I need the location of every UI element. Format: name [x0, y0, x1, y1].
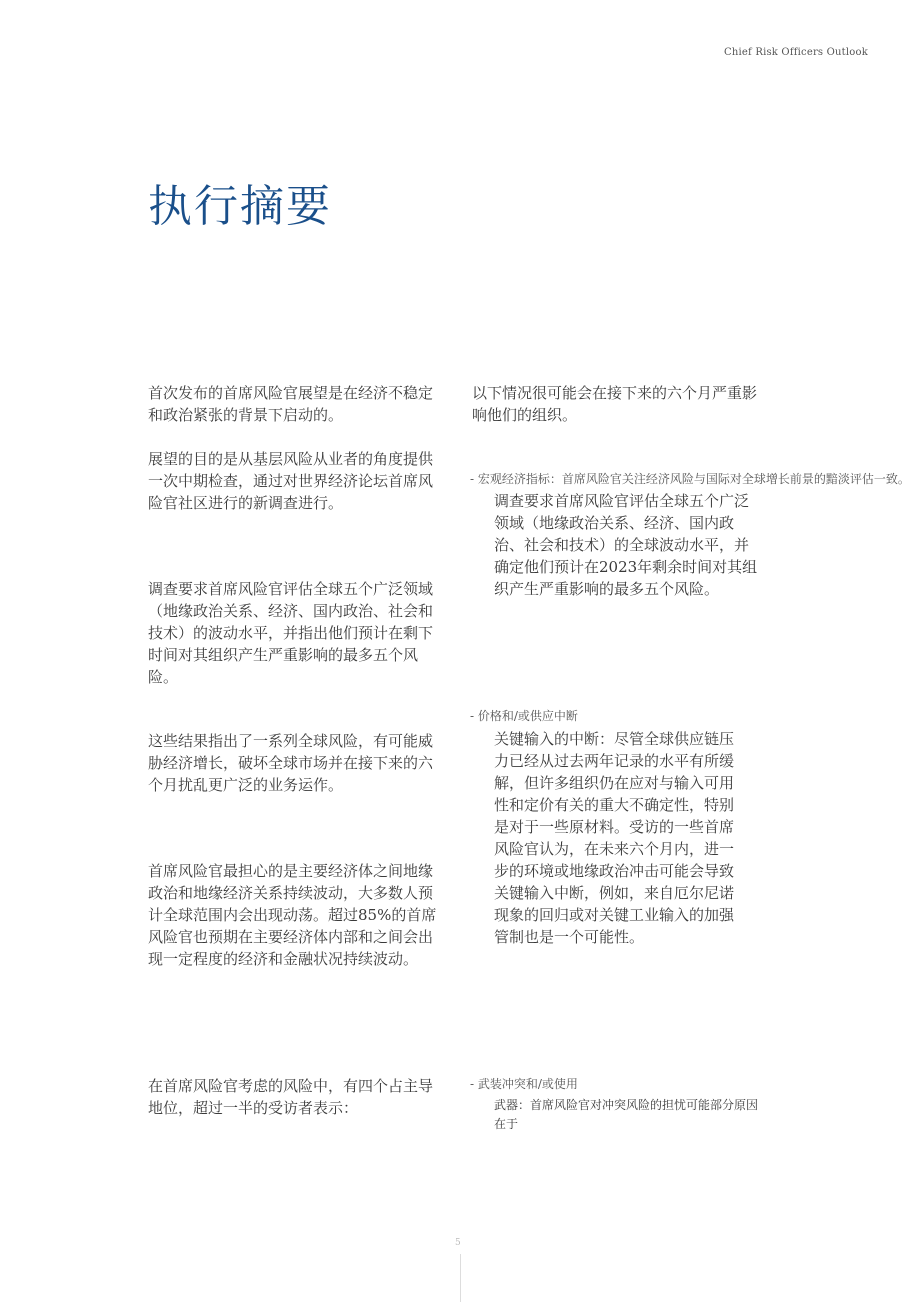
bullet-body-macroeconomic: 调查要求首席风险官评估全球五个广泛领域（地缘政治关系、经济、国内政治、社会和技术）的全球波动水平，并确定他们预计在2023年剩余时间对其组织产生严重影响的最多五个风险。: [494, 492, 758, 598]
running-header: Chief Risk Officers Outlook: [724, 47, 868, 58]
footer-divider: [460, 1254, 461, 1302]
paragraph-right-intro: 以下情况很可能会在接下来的六个月严重影响他们的组织。: [472, 384, 758, 424]
bullet-body-armed-conflict: 武器：首席风险官对冲突风险的担忧可能部分原因在于: [494, 1098, 759, 1131]
paragraph-dominant-risks: 在首席风险官考虑的风险中，有四个占主导地位，超过一半的受访者表示：: [148, 1077, 434, 1117]
paragraph-survey: 调查要求首席风险官评估全球五个广泛领域（地缘政治关系、经济、国内政治、社会和技术）的波动水平，并指出他们预计在剩下时间对其组织产生严重影响的最多五个风险。: [148, 580, 434, 686]
page-number: 5: [455, 1238, 461, 1248]
bullet-head-price-supply: - 价格和/或供应中断: [470, 709, 578, 723]
bullet-body-price-supply: 关键输入的中断：尽管全球供应链压力已经从过去两年记录的水平有所缓解，但许多组织仍在应对与输入可用性和定价有关的重大不确定性，特别是对于一些原材料。受访的一些首席风险官认为，在未来六个月内，进一步的环境或地缘政治冲击可能会导致关键输入中断，例如，来自厄尔尼诺现象的回归或对关键工业输入的加强管制也是一个可能性。: [494, 730, 735, 946]
paragraph-intro: 首次发布的首席风险官展望是在经济不稳定和政治紧张的背景下启动的。: [148, 384, 434, 424]
page-title: 执行摘要: [148, 181, 332, 232]
bullet-head-armed-conflict: - 武装冲突和/或使用: [470, 1077, 578, 1091]
paragraph-purpose: 展望的目的是从基层风险从业者的角度提供一次中期检查，通过对世界经济论坛首席风险官社区进行的新调查进行。: [148, 450, 434, 512]
bullet-head-macroeconomic: - 宏观经济指标：首席风险官关注经济风险与国际对全球增长前景的黯淡评估一致。: [470, 472, 910, 486]
paragraph-concerns: 首席风险官最担心的是主要经济体之间地缘政治和地缘经济关系持续波动，大多数人预计全球范围内会出现动荡。超过85%的首席风险官也预期在主要经济体内部和之间会出现一定程度的经济和金融状况持续波动。: [148, 862, 437, 968]
paragraph-results: 这些结果指出了一系列全球风险，有可能威胁经济增长，破坏全球市场并在接下来的六个月扰乱更广泛的业务运作。: [148, 732, 434, 794]
